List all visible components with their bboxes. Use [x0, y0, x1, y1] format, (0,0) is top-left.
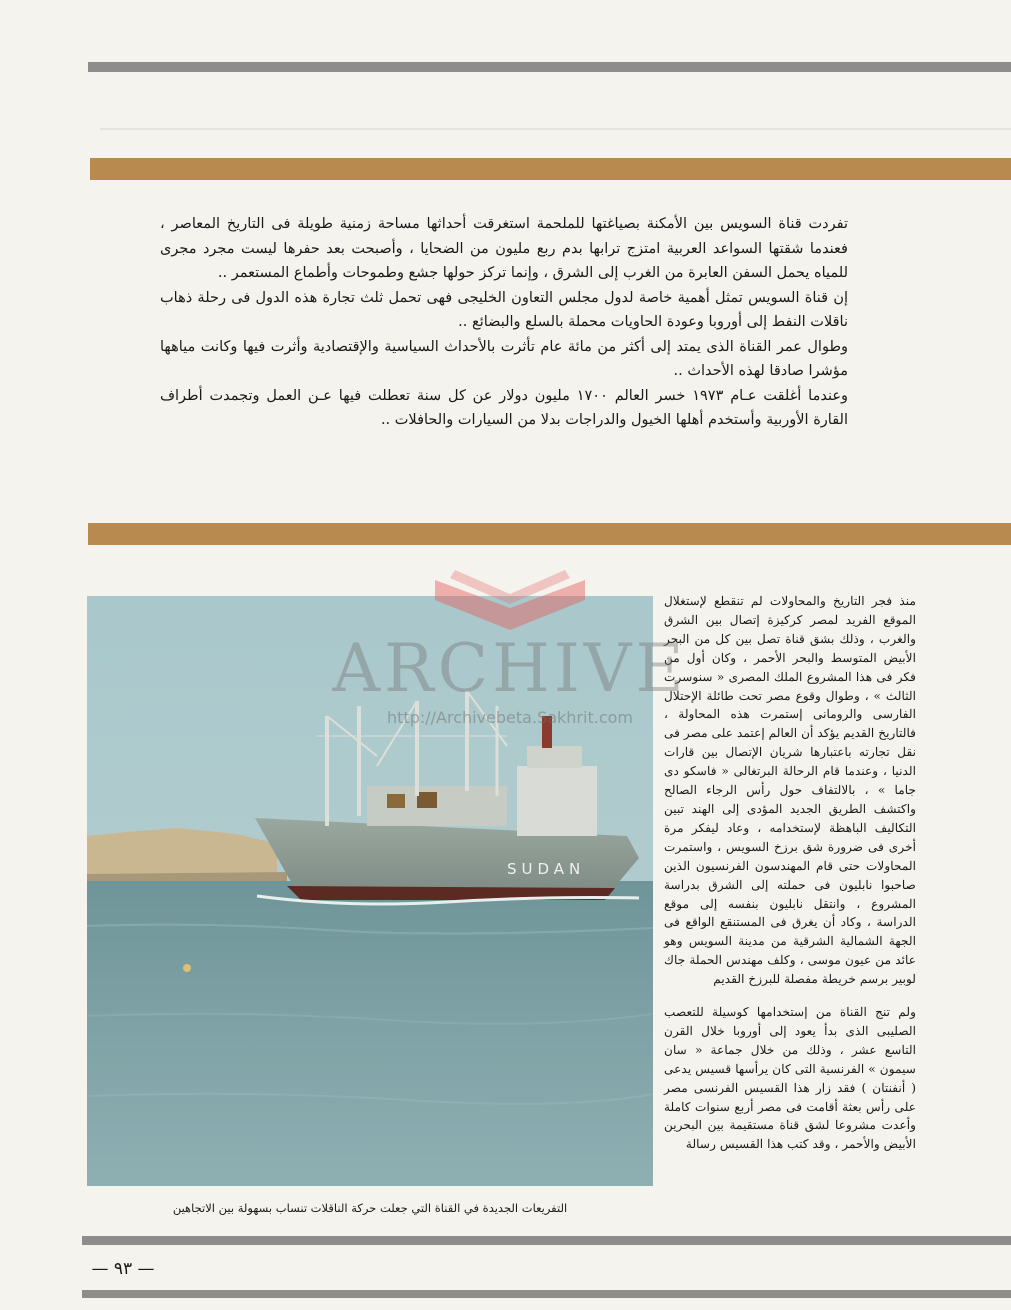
photo-caption: التفريعات الجديدة في القناة التي جعلت حركة الناقلات تنساب بسهولة بين الاتجاهين: [172, 1201, 568, 1215]
intro-text: [160, 212, 848, 433]
section-bar-top: [90, 158, 1011, 180]
intro-paragraph-4: وعندما أغلقت عـام ١٩٧٣ خسر العالم ١٧٠٠ مليون دولار عن كل سنة تعطلت فيها عـن العمل وتجمدت أطراف القارة الأوربية وأستخدم أهلها الخيول والدراجات بدلا من السيارات والحافلات ..: [160, 387, 848, 428]
faint-rule: [100, 128, 1011, 130]
intro-paragraph-2: إن قناة السويس تمثل أهمية خاصة لدول مجلس التعاون الخليجى فهى تحمل ثلث تجارة هذه الدول فى رحلة ذهاب ناقلات النفط إلى أوروبا وعودة الحاويات محملة بالسلع والبضائع ..: [160, 289, 848, 330]
body-column: [664, 592, 916, 1154]
hull-lettering: SUDAN: [507, 860, 586, 878]
ship-photo: [87, 596, 653, 1186]
section-bar-middle: [88, 523, 1011, 545]
column-paragraph-2: ولم تنج القناة من إستخدامها كوسيلة للتعصب الصليبى الذى بدأ يعود إلى أوروبا خلال القرن التاسع عشر ، وذلك من خلال جماعة « سان سيمون » الفرنسية التى كان يرأسها قسيس يدعى ( أنفنتان ) فقد زار هذا القسيس الفرنسى مصر على رأس بعثة أقامت فى مصر أربع سنوات كاملة وأعدت مشروعا لشق قناة مستقيمة بين البحرين الأبيض والأحمر ، وقد كتب هذا القسيس رسالة: [664, 1005, 916, 1152]
footer-rule: [82, 1290, 1011, 1298]
watermark-title: ARCHIVE: [332, 630, 688, 707]
page-number: — ٩٣ —: [91, 1259, 155, 1279]
watermark-url: http://Archivebeta.Sakhrit.com: [387, 708, 633, 727]
bottom-rule: [82, 1236, 1011, 1245]
top-rule: [88, 62, 1011, 72]
intro-paragraph-3: وطوال عمر القناة الذى يمتد إلى أكثر من مائة عام تأثرت بالأحداث السياسية والإقتصادية وأثرت فيها وكانت مياهها مؤشرا صادقا لهذه الأحداث ..: [160, 338, 848, 379]
intro-paragraph-1: تفردت قناة السويس بين الأمكنة بصياغتها للملحمة استغرقت أحداثها مساحة زمنية طويلة فى التاريخ المعاصر ، فعندما شقتها السواعد العربية امتزج ترابها بدم ربع مليون من الضحايا ، وأصبحت بعد حفرها ليست مجرد مجرى للمياه يحمل السفن العابرة من الغرب إلى الشرق ، وإنما تركز حولها جشع وطموحات وأطماع المستعمر ..: [160, 216, 848, 281]
column-paragraph-1: منذ فجر التاريخ والمحاولات لم تنقطع لإستغلال الموقع الفريد لمصر كركيزة إتصال بين الشرق والغرب ، وذلك بشق قناة تصل بين كل من البحر الأبيض المتوسط والبحر الأحمر ، وكان أول من فكر فى هذا المشروع الملك المصرى « سنوسرت الثالث » ، وطوال وقوع مصر تحت طائلة الإحتلال الفارسى والرومانى إستمرت هذه المحاولة ، فالتاريخ القديم يؤكد أن العالم إعتمد على مصر فى نقل تجارته باعتبارها شريان الإتصال بين قارات الدنيا ، وعندما قام الرحالة البرتغالى « فاسكو دى جاما » ، بالالتفاف حول رأس الرجاء الصالح واكتشف الطريق الجديد المؤدى إلى الهند تبين التكاليف الباهظة لإستخدامه ، وعاد ليفكر مرة أخرى فى ضرورة شق برزخ السويس ، واستمرت المحاولات حتى قام المهندسون الفرنسيون الذين صاحبوا نابليون فى حملته إلى الشرق بدراسة المشروع ، وانتقل نابليون بنفسه إلى موقع الدراسة ، وكاد أن يغرق فى المستنقع الواقع فى الجهة الشمالية الشرقية من مدينة السويس وهو عائد من عيون موسى ، وكلف مهندس الحملة جاك لوبير برسم خريطة مفصلة للبرزخ القديم: [664, 594, 916, 987]
